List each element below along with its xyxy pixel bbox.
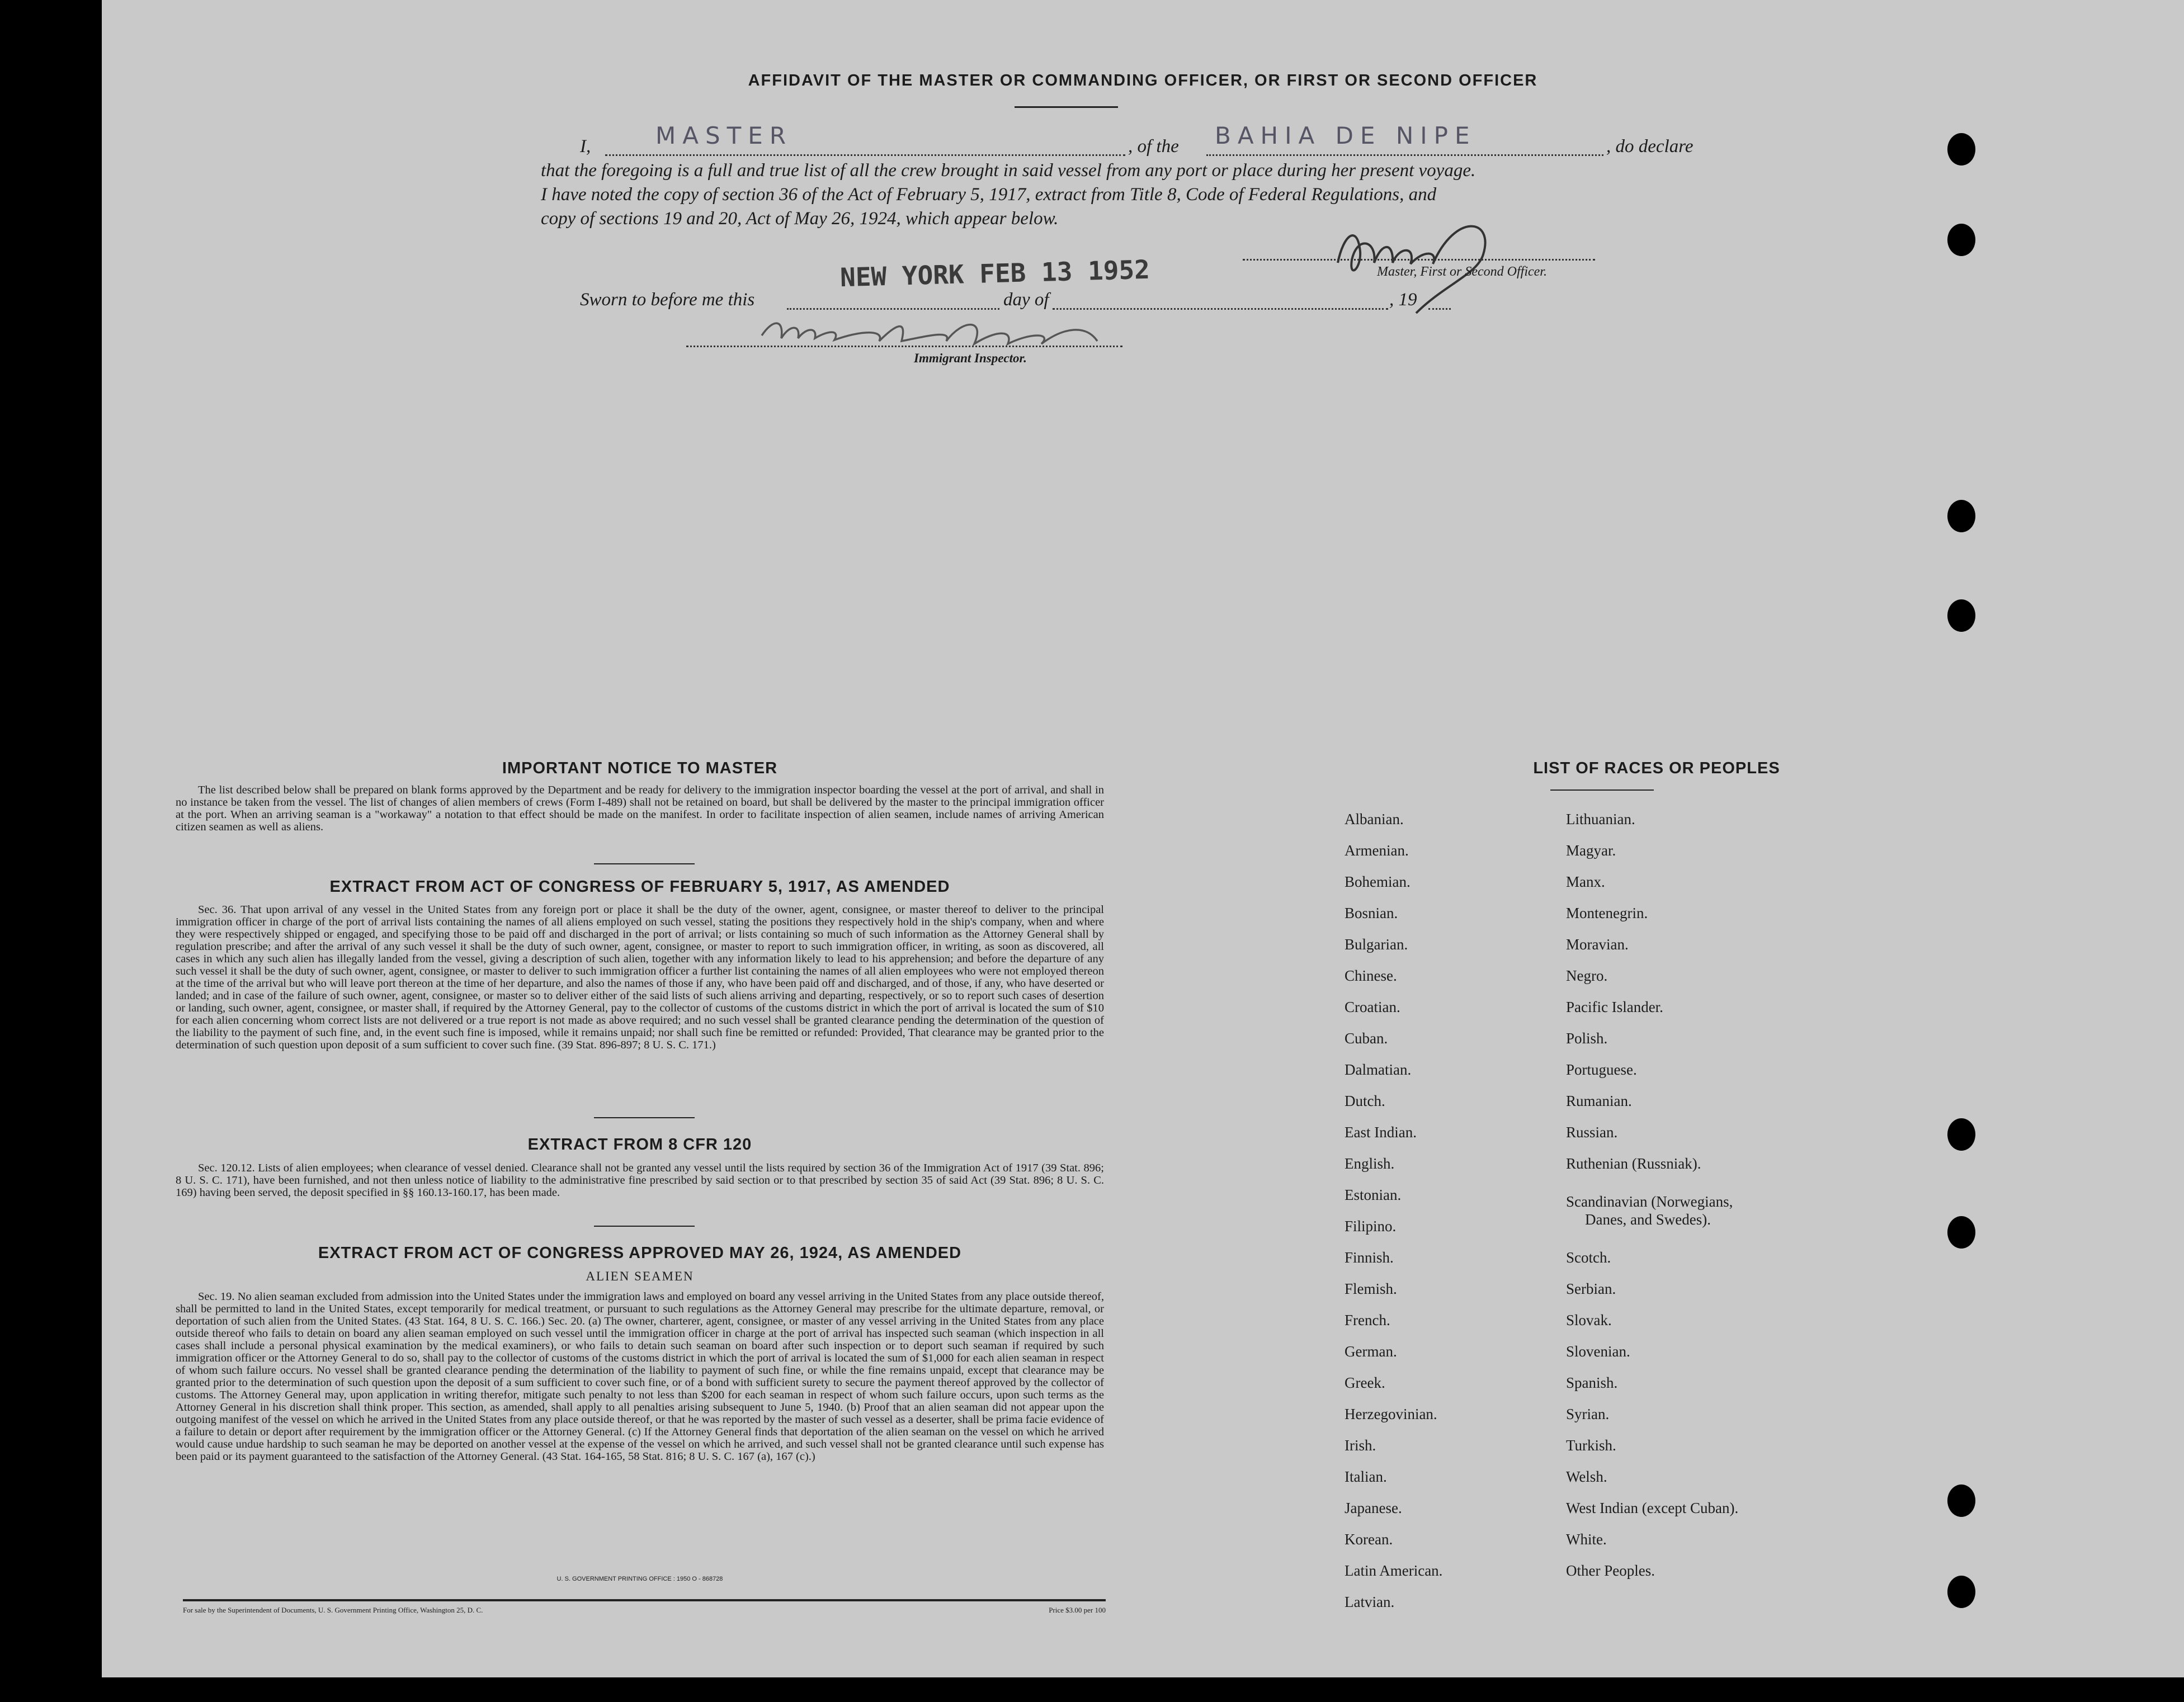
race-item: Danes, and Swedes).	[1585, 1211, 1711, 1228]
punch-hole	[1947, 500, 1975, 532]
race-item: Latvian.	[1345, 1594, 1395, 1610]
race-item: White.	[1566, 1531, 1607, 1548]
extract-1917-title: EXTRACT FROM ACT OF CONGRESS OF FEBRUARY 5, 1917, AS AMENDED	[329, 878, 950, 896]
race-item: Ruthenian (Russniak).	[1566, 1155, 1701, 1172]
race-item: Bohemian.	[1345, 873, 1411, 890]
race-item: Chinese.	[1345, 967, 1397, 984]
do-declare-label: , do declare	[1606, 136, 1694, 157]
notice-title: IMPORTANT NOTICE TO MASTER	[502, 759, 778, 777]
race-item: Slovak.	[1566, 1312, 1612, 1328]
signature-label: Master, First or Second Officer.	[1377, 264, 1547, 279]
affidavit-line-3: I have noted the copy of section 36 of the Act of February 5, 1917, extract from Title 8, Code of Federal Regulations, and	[541, 185, 1437, 205]
race-item: Croatian.	[1345, 999, 1400, 1015]
race-item: Scotch.	[1566, 1249, 1611, 1266]
punch-hole	[1947, 1576, 1975, 1608]
race-item: East Indian.	[1345, 1124, 1417, 1141]
race-item: Armenian.	[1345, 842, 1409, 859]
race-item: Russian.	[1566, 1124, 1618, 1141]
affidavit-line-4: copy of sections 19 and 20, Act of May 26, 1924, which appear below.	[541, 209, 1059, 229]
footer-rule	[183, 1599, 1106, 1601]
race-item: Bulgarian.	[1345, 936, 1408, 953]
day-of-label: day of	[1003, 290, 1049, 310]
punch-hole	[1947, 1216, 1975, 1249]
vessel-line	[1206, 154, 1603, 156]
race-item: Korean.	[1345, 1531, 1393, 1548]
handwritten-name: MASTER	[655, 122, 793, 149]
punch-hole	[1947, 1484, 1975, 1517]
extract-cfr-divider	[594, 1226, 695, 1227]
sworn-year-line	[1428, 308, 1451, 310]
of-the-label: , of the	[1128, 136, 1179, 157]
race-item: Slovenian.	[1566, 1343, 1630, 1360]
extract-1917-text: Sec. 36. That upon arrival of any vessel in the United States from any foreign port or place it shall be the duty of the owner, agent, consignee, or master thereof to deliver to the principal immigration officer in charge of the port of arrival lists containing the names of all aliens employed on such vessel, stating the positions they respectively hold in the ship's company, when and where they were respectively shipped or engaged, and specifying those to be paid off and discharged in the port of arrival; or lists containing so much of such information as the Attorney General shall by regulation prescribe; and after the arrival of any such vessel it shall be the duty of such owner, agent, consignee, or master to report to such immigration officer, in writing, as soon as discovered, all cases in which any such alien has illegally landed from the vessel, giving a description of such alien, together with any information likely to lead to his apprehension; and before the departure of any such vessel it shall be the duty of such owner, agent, consignee, or master to deliver to such immigration officer a further list containing the names of all alien employees who were not employed thereon at the time of the arrival but who will leave port thereon at the time of her departure, and also the names of those if any, who have been paid off and discharged, and of those, if any, who have deserted or landed; and in case of the failure of such owner, agent, consignee, or master so to deliver either of the said lists of such aliens arriving and departing, respectively, or so to report such cases of desertion or landing, such owner, agent, consignee, or master shall, if required by the Attorney General, pay to the collector of customs of the customs district in which the port of arrival is located the sum of $10 for each alien concerning whom correct lists are not delivered or a true report is not made as above required; and no such vessel shall be granted clearance pending the determination of the question of the liability to the payment of such fine, and, in the event such fine is imposed, while it remains unpaid; nor shall such fine be remitted or refunded: Provided, That clearance may be granted prior to the determination of such question upon deposit of a sum sufficient to cover such fine. (39 Stat. 896-897; 8 U. S. C. 171.)	[176, 904, 1104, 1051]
extract-cfr-text: Sec. 120.12. Lists of alien employees; when clearance of vessel denied. Clearance shall not be granted any vessel until the lists required by section 36 of the Immigration Act of 1917 (39 Stat. 896; 8 U. S. C. 171), have been furnished, and not then unless notice of liability to the administrative fine prescribed by said section or to that prescribed by section 35 of said Act (39 Stat. 896; 8 U. S. C. 169) having been served, the deposit specified in §§ 160.13-160.17, has been made.	[176, 1162, 1104, 1199]
inspector-label: Immigrant Inspector.	[914, 351, 1027, 365]
race-item: Spanish.	[1566, 1374, 1618, 1391]
i-label: I,	[580, 136, 591, 157]
race-item: Albanian.	[1345, 811, 1404, 828]
race-item: Other Peoples.	[1566, 1562, 1655, 1579]
race-item: Herzegovinian.	[1345, 1406, 1437, 1422]
title-divider	[1015, 106, 1118, 108]
race-item: Syrian.	[1566, 1406, 1610, 1422]
price-text: Price $3.00 per 100	[1049, 1606, 1106, 1614]
race-item: Moravian.	[1566, 936, 1629, 953]
affidavit-title: AFFIDAVIT OF THE MASTER OR COMMANDING OFFICER, OR FIRST OR SECOND OFFICER	[748, 72, 1538, 89]
race-item: Japanese.	[1345, 1500, 1402, 1516]
extract-cfr-title: EXTRACT FROM 8 CFR 120	[527, 1136, 752, 1153]
handwritten-vessel: BAHIA DE NIPE	[1215, 122, 1477, 149]
affidavit-line-2: that the foregoing is a full and true list of all the crew brought in said vessel from any port or place during her present voyage.	[541, 160, 1476, 181]
document-page	[102, 0, 2184, 1677]
race-item: Negro.	[1566, 967, 1608, 984]
race-item: Cuban.	[1345, 1030, 1388, 1047]
sworn-label: Sworn to before me this	[580, 290, 755, 310]
race-item: Polish.	[1566, 1030, 1608, 1047]
race-item: Pacific Islander.	[1566, 999, 1663, 1015]
sworn-month-line	[1053, 308, 1388, 310]
extract-1924-title: EXTRACT FROM ACT OF CONGRESS APPROVED MAY 26, 1924, AS AMENDED	[318, 1244, 962, 1262]
punch-hole	[1947, 1118, 1975, 1151]
race-item: Filipino.	[1345, 1218, 1397, 1235]
notice-text: The list described below shall be prepared on blank forms approved by the Department and be ready for delivery to the immigration inspector boarding the vessel at the port of arrival, and shall in no instance be taken from the vessel. The list of changes of alien members of crews (Form I-489) shall not be retained on board, but shall be delivered by the master to the principal immigration officer at the port. When an arriving seaman is a "workaway" a notation to that effect should be made on the manifest. In order to facilitate inspection of alien seamen, include names of arriving American citizen seamen as well as aliens.	[176, 784, 1104, 833]
race-item: Welsh.	[1566, 1468, 1607, 1485]
race-item: West Indian (except Cuban).	[1566, 1500, 1739, 1516]
race-item: Portuguese.	[1566, 1061, 1637, 1078]
notice-divider	[594, 863, 695, 864]
for-sale-text: For sale by the Superintendent of Documents, U. S. Government Printing Office, Washington 25, D. C.	[183, 1606, 483, 1614]
punch-hole	[1947, 133, 1975, 166]
race-item: Estonian.	[1345, 1186, 1402, 1203]
name-line	[605, 154, 1125, 156]
race-item: Manx.	[1566, 873, 1605, 890]
race-item: Dalmatian.	[1345, 1061, 1412, 1078]
race-item: Dutch.	[1345, 1093, 1385, 1109]
extract-1924-subtitle: ALIEN SEAMEN	[586, 1269, 694, 1283]
date-stamp: NEW YORK FEB 13 1952	[839, 254, 1150, 293]
race-item: Flemish.	[1345, 1280, 1397, 1297]
race-item: Greek.	[1345, 1374, 1385, 1391]
inspector-signature	[751, 313, 1131, 352]
race-item: French.	[1345, 1312, 1390, 1328]
year-label: , 19	[1389, 290, 1417, 310]
punch-hole	[1947, 224, 1975, 256]
race-item: German.	[1345, 1343, 1397, 1360]
extract-1924-text: Sec. 19. No alien seaman excluded from admission into the United States under the immigration laws and employed on board any vessel arriving in the United States from any place outside thereof, shall be permitted to land in the United States, except temporarily for medical treatment, or pursuant to such regulations as the Attorney General may prescribe for the ultimate departure, removal, or deportation of such alien from the United States. (43 Stat. 164, 8 U. S. C. 166.) Sec. 20. (a) The owner, charterer, agent, consignee, or master of any vessel arriving in the United States from any place outside thereof who fails to detain on board any alien seaman employed on such vessel until the immigration officer in charge at the port of arrival has inspected such seaman (which inspection in all cases shall include a personal physical examination by the medical examiners), or who fails to detain such seaman on board after such inspection or to deport such seaman if required by such immigration officer or the Attorney General to do so, shall pay to the collector of customs of the customs district in which the port of arrival is located the sum of $1,000 for each alien seaman in respect of whom such failure occurs. No vessel shall be granted clearance pending the determination of the liability to payment of such fine, or while the fine remains unpaid, except that clearance may be granted prior to the determination of such question upon the deposit of a sum sufficient to cover such fine, or of a bond with sufficient surety to secure the payment thereof approved by the collector of customs. The Attorney General may, upon application in writing therefor, mitigate such penalty to not less than $200 for each seaman in respect of whom such failure occurs, upon such terms as the Attorney General in his discretion shall think proper. This section, as amended, shall apply to all penalties arising subsequent to June 5, 1940. (b) Proof that an alien seaman did not appear upon the outgoing manifest of the vessel on which he arrived in the United States from any place outside thereof, or that he was reported by the master of such vessel as a deserter, shall be prima facie evidence of a failure to detain or deport after requirement by the immigration officer or the Attorney General. (c) If the Attorney General finds that deportation of the alien seaman on the vessel on which he arrived would cause undue hardship to such seaman he may be deported on another vessel at the expense of the vessel on which he arrived, and such vessel shall not be granted clearance until such expense has been paid or its payment guaranteed to the satisfaction of the Attorney General. (43 Stat. 164-165, 58 Stat. 816; 8 U. S. C. 167 (a), 167 (c).)	[176, 1290, 1104, 1463]
race-item: Finnish.	[1345, 1249, 1394, 1266]
race-item: Rumanian.	[1566, 1093, 1632, 1109]
race-item: Serbian.	[1566, 1280, 1616, 1297]
race-item: Scandinavian (Norwegians,	[1566, 1193, 1733, 1210]
race-item: Montenegrin.	[1566, 905, 1648, 921]
master-signature	[1327, 201, 1617, 319]
race-item: Turkish.	[1566, 1437, 1616, 1454]
races-title: LIST OF RACES OR PEOPLES	[1533, 759, 1780, 777]
race-item: Latin American.	[1345, 1562, 1443, 1579]
race-item: Irish.	[1345, 1437, 1376, 1454]
printing-office: U. S. GOVERNMENT PRINTING OFFICE : 1950 O - 868728	[556, 1576, 723, 1582]
extract-1917-divider	[594, 1117, 695, 1118]
race-item: Lithuanian.	[1566, 811, 1635, 828]
race-item: Italian.	[1345, 1468, 1387, 1485]
race-item: Magyar.	[1566, 842, 1616, 859]
sworn-day-line	[787, 308, 999, 310]
punch-hole	[1947, 599, 1975, 632]
race-item: English.	[1345, 1155, 1395, 1172]
race-item: Bosnian.	[1345, 905, 1398, 921]
races-divider	[1550, 789, 1654, 791]
